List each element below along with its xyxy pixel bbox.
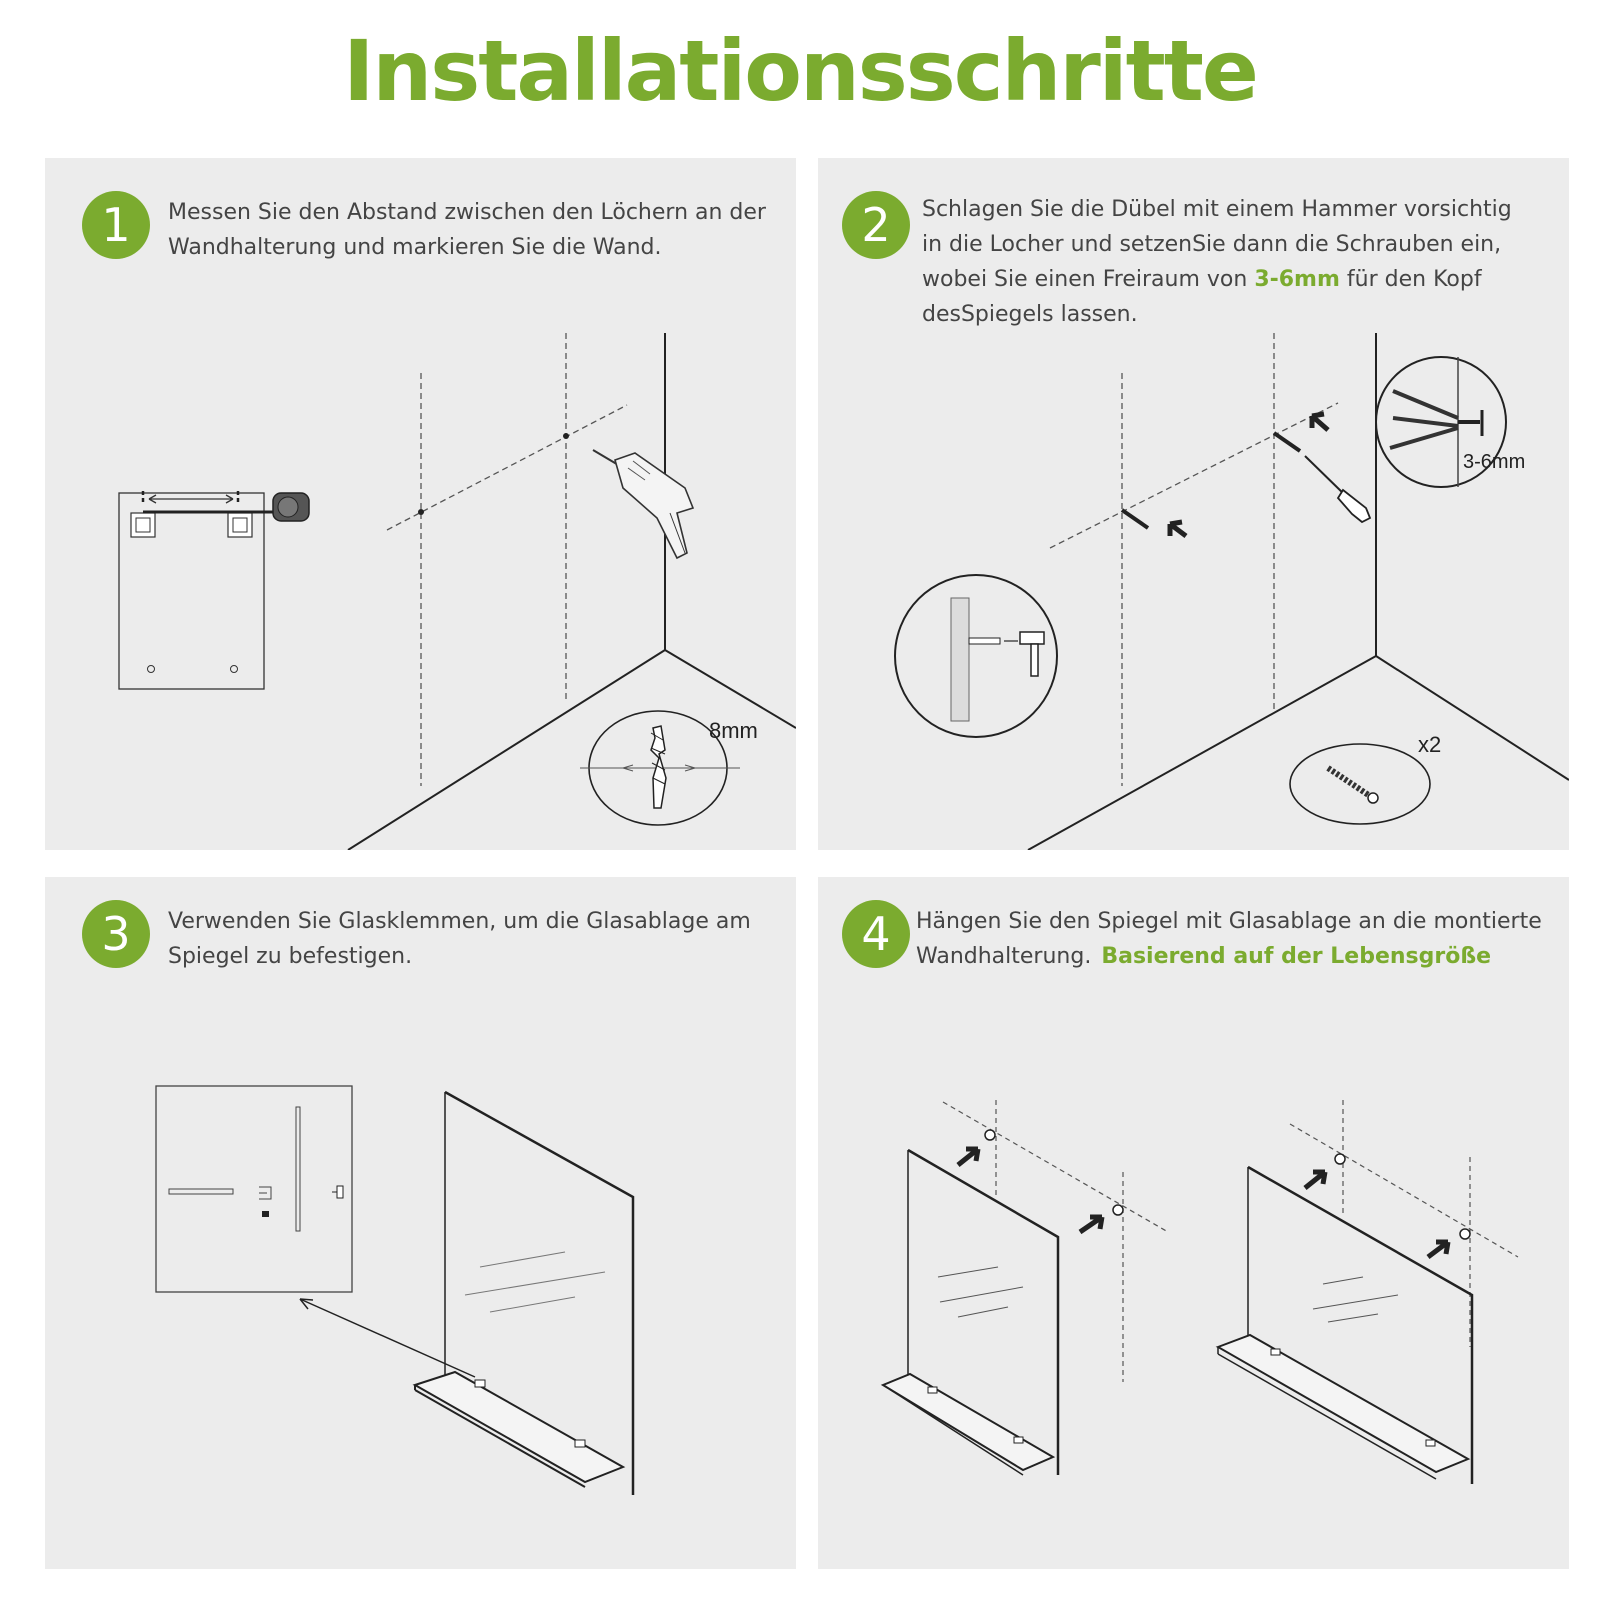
- gap-size-label: 3-6mm: [1463, 451, 1526, 473]
- step-4-illustration: [818, 877, 1569, 1569]
- hammer-icon: [1020, 632, 1044, 676]
- step-4-size-note: Basierend auf der Lebensgröße: [1101, 944, 1492, 969]
- drill-size-label: 8mm: [709, 718, 758, 743]
- step-3-panel: [45, 877, 796, 1569]
- screw-count-label: x2: [1418, 732, 1442, 757]
- screwdriver-icon: [1305, 456, 1370, 522]
- step-4-text: Hängen Sie den Spiegel mit Glasablage an die montierte Wandhalterung.: [916, 909, 1542, 969]
- step-2-illustration: [818, 158, 1569, 850]
- step-4-number-badge: 4: [842, 900, 910, 968]
- hammer-detail: [895, 575, 1057, 737]
- step-3-illustration: [45, 877, 796, 1569]
- step-2-gap-highlight: 3-6mm: [1254, 267, 1340, 292]
- large-mirror-illustration: [1218, 1100, 1518, 1484]
- mirror-illustration: [415, 1092, 633, 1495]
- step-1-panel: [45, 158, 796, 850]
- screws-detail: [1290, 744, 1430, 824]
- step-1-number-badge: 1: [82, 191, 150, 259]
- arrow-icon: [1170, 522, 1186, 536]
- tape-measure-icon: [143, 491, 309, 521]
- step-3-description: Verwenden Sie Glasklemmen, um die Glasablage am Spiegel zu befestigen.: [168, 909, 751, 969]
- step-3-number-badge: 3: [82, 900, 150, 968]
- step-2-text-before: Schlagen Sie die Dübel mit einem Hammer vorsichtig in die Locher und setzenSie dann die Schrauben ein, wobei Sie einen Freiraum von: [922, 197, 1512, 292]
- glass-clamp: [475, 1380, 485, 1387]
- step-1-illustration: [45, 158, 796, 850]
- arrow-icon: [1312, 414, 1328, 430]
- step-2-panel: [818, 158, 1569, 850]
- glass-clamp: [575, 1440, 585, 1447]
- step-2-text-after: für den Kopf desSpiegels lassen.: [922, 267, 1482, 327]
- step-4-panel: [818, 877, 1569, 1569]
- page-title: Installationsschritte: [343, 22, 1257, 120]
- step-2-number-badge: 2: [842, 191, 910, 259]
- small-mirror-illustration: [883, 1100, 1168, 1475]
- drill-icon: [593, 450, 693, 558]
- step-1-description: Messen Sie den Abstand zwischen den Löchern an der Wandhalterung und markieren Sie die Wand.: [168, 200, 766, 260]
